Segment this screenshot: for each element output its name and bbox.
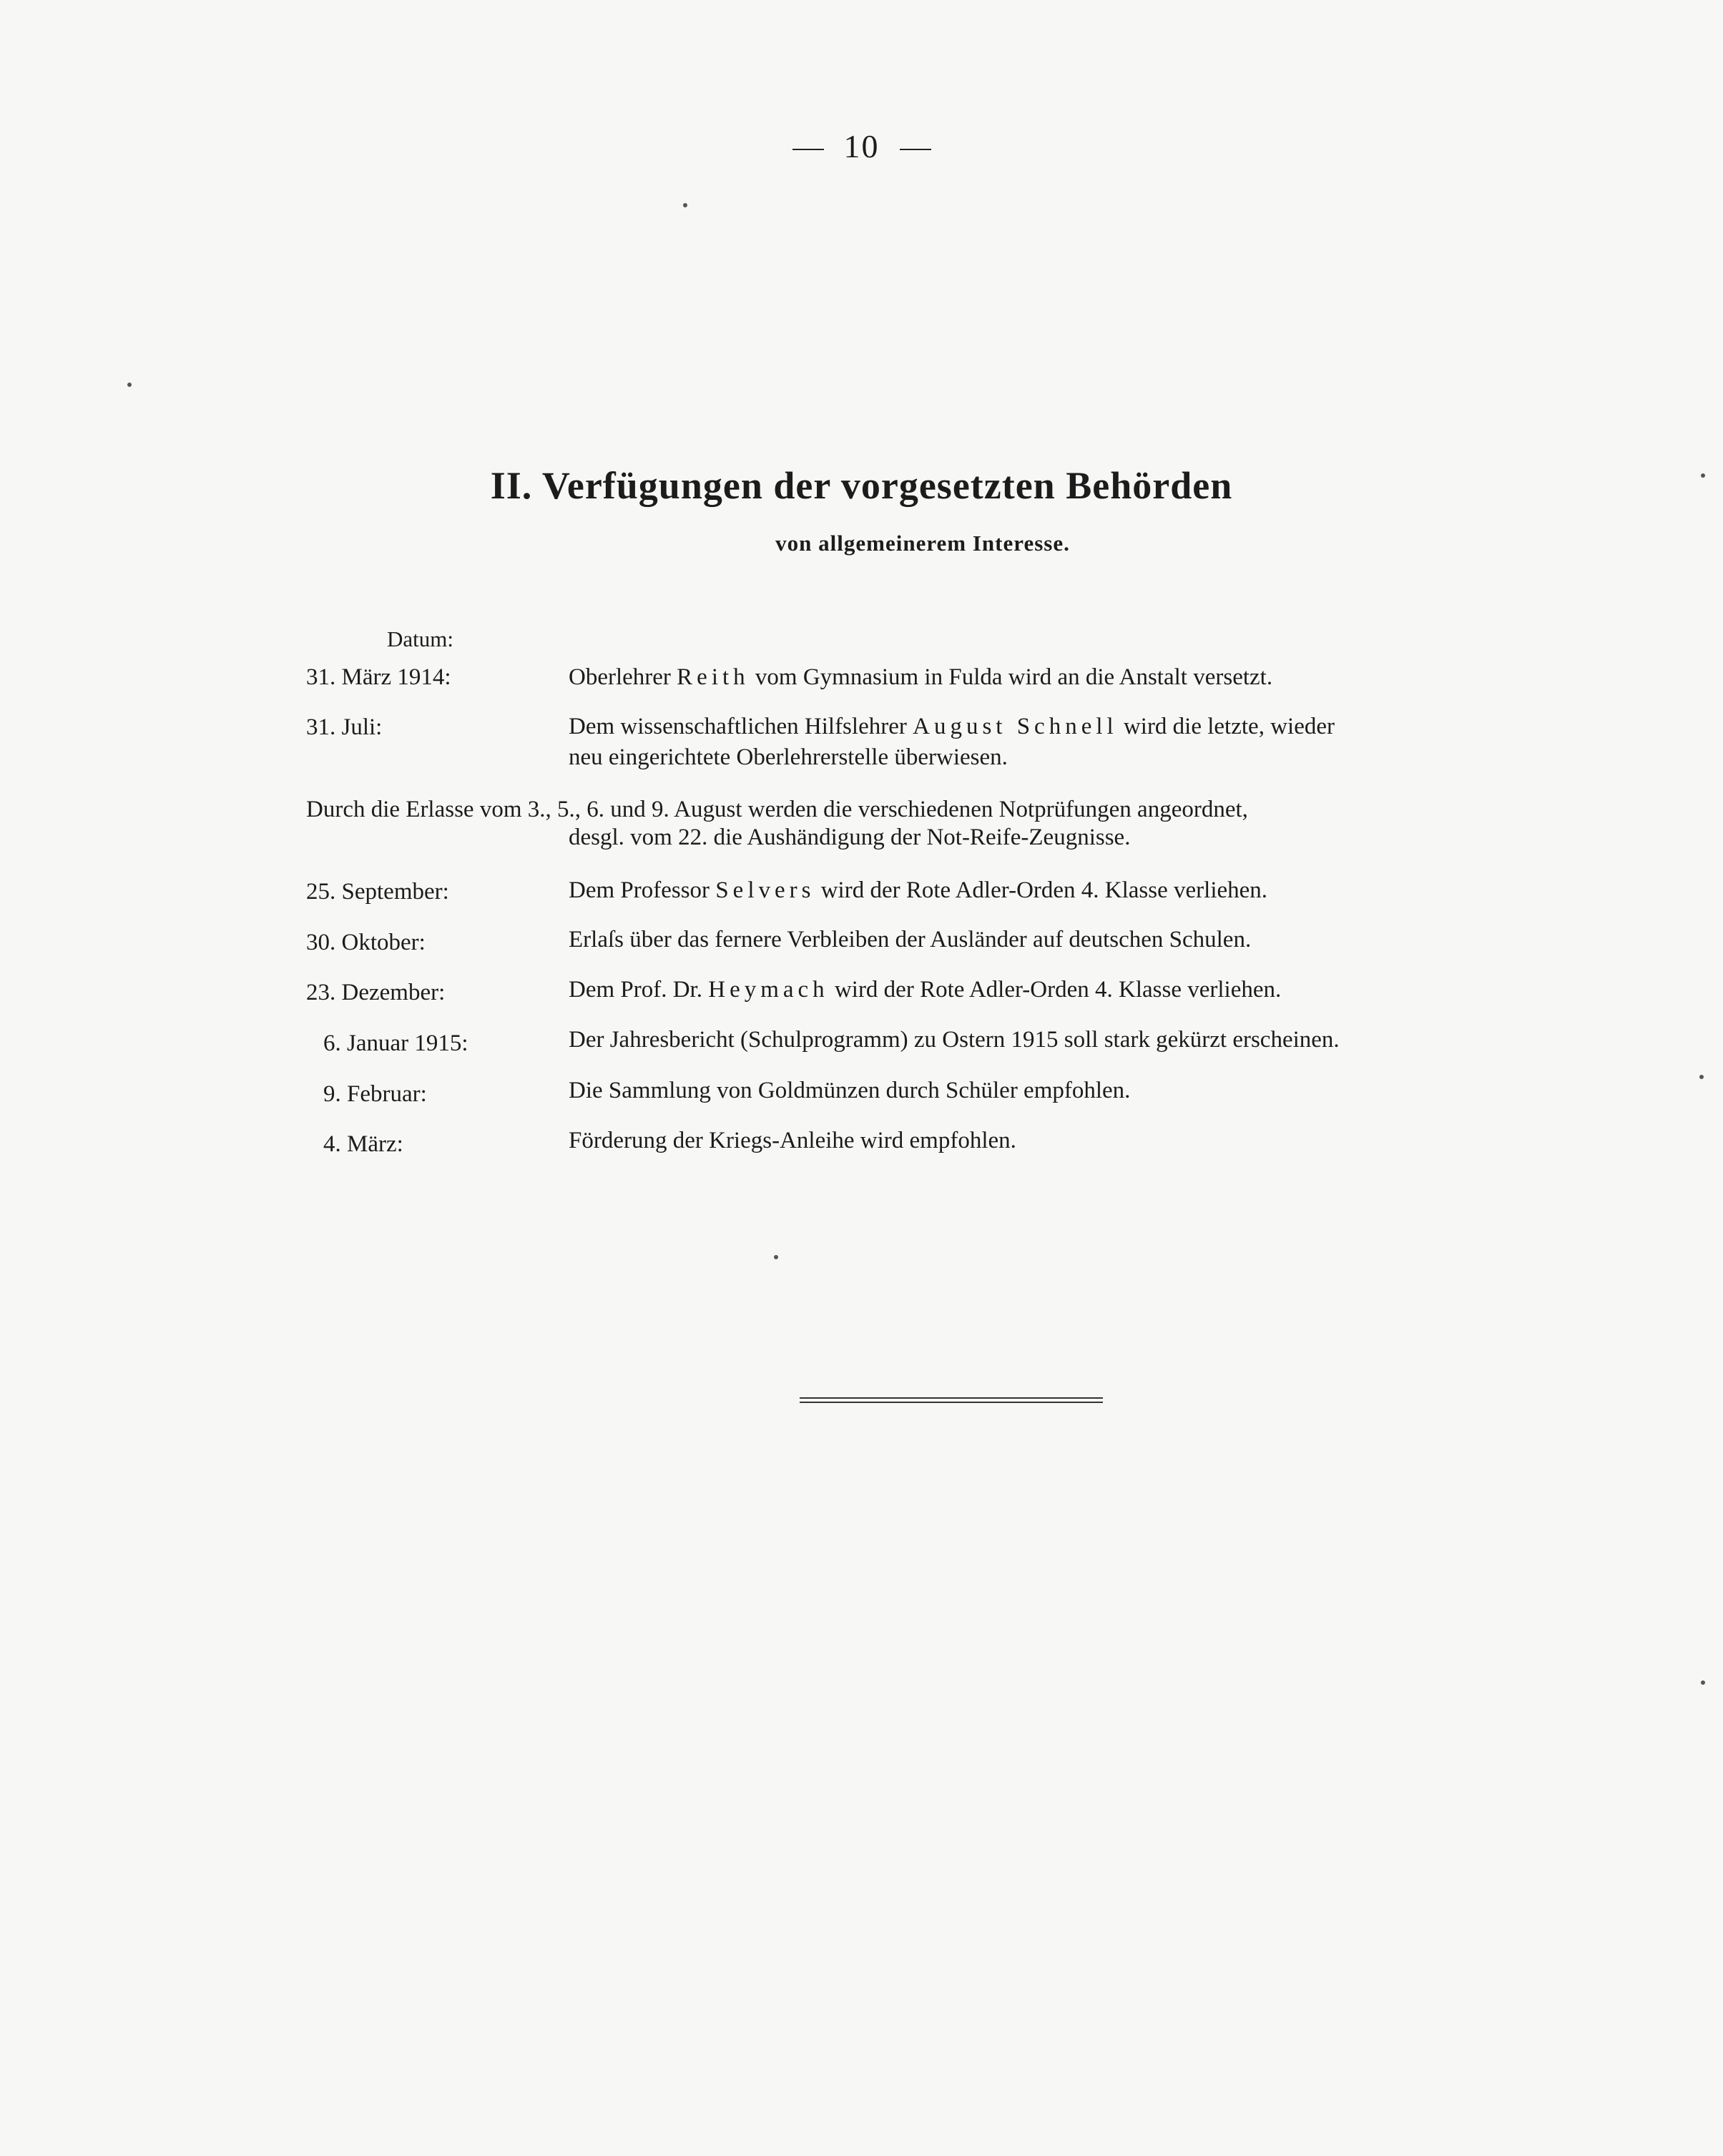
- entry-text-after: vom Gymnasium in Fulda wird an die Anstalt versetzt.: [749, 664, 1273, 690]
- section-subtitle: von allgemeinerem Interesse.: [775, 531, 1070, 556]
- closing-divider: [800, 1397, 1103, 1404]
- entry-text-after: wird der Rote Adler-Orden 4. Klasse verliehen.: [828, 977, 1282, 1003]
- paper-speck: [1701, 473, 1705, 478]
- entry-text-after: wird der Rote Adler-Orden 4. Klasse verliehen.: [815, 877, 1268, 903]
- entry-date: 9. Februar:: [323, 1081, 427, 1107]
- entry-text-name: Heymach: [708, 977, 829, 1003]
- entry-text-after: wird die letzte, wieder: [1117, 714, 1335, 739]
- entry-text: [569, 875, 1591, 905]
- entry-date: 23. Dezember:: [306, 980, 446, 1005]
- erlasse-line: Durch die Erlasse vom 3., 5., 6. und 9. August werden die verschiedenen Notprüfungen angeordnet,: [306, 797, 1248, 822]
- paper-speck: [1701, 1680, 1705, 1685]
- datum-label: Datum:: [387, 626, 453, 651]
- entry-text-continuation: neu eingerichtete Oberlehrerstelle überwiesen.: [569, 744, 1008, 770]
- divider-rule-top: [800, 1397, 1103, 1399]
- paper-speck: [774, 1255, 778, 1259]
- page-number: [0, 127, 1723, 165]
- entry-text-name: Reith: [677, 664, 750, 690]
- entry-text-before: Dem Prof. Dr.: [569, 977, 709, 1003]
- dash-right: [900, 149, 931, 150]
- section-title: II. Verfügungen der vorgesetzten Behörden: [490, 464, 1233, 507]
- entry-text-before: Dem wissenschaftlichen Hilfslehrer: [569, 714, 913, 739]
- paper-speck: [1699, 1075, 1704, 1079]
- erlasse-line-continuation: desgl. vom 22. die Aushändigung der Not-Reife-Zeugnisse.: [569, 825, 1131, 850]
- entry-text: Die Sammlung von Goldmünzen durch Schüler empfohlen.: [569, 1078, 1131, 1103]
- divider-rule-bottom: [800, 1402, 1103, 1403]
- entry-text-name: Selvers: [715, 877, 815, 903]
- entry-date: 31. März 1914:: [306, 664, 451, 690]
- entry-date: 31. Juli:: [306, 714, 383, 740]
- page-number-value: 10: [843, 128, 880, 164]
- dash-left: [792, 149, 824, 150]
- entry-text-before: Oberlehrer: [569, 664, 677, 690]
- entry-date: 25. September:: [306, 879, 449, 905]
- entry-text: [569, 975, 1591, 1005]
- entry-text: Der Jahresbericht (Schulprogramm) zu Ostern 1915 soll stark gekürzt erscheinen.: [569, 1027, 1340, 1053]
- entry-text-before: Dem Professor: [569, 877, 716, 903]
- paper-speck: [683, 203, 687, 207]
- entry-text: [569, 662, 1591, 692]
- entry-date: 30. Oktober:: [306, 930, 426, 955]
- entry-date: 4. März:: [323, 1131, 403, 1157]
- entry-date: 6. Januar 1915:: [323, 1030, 468, 1056]
- entry-text-name: August Schnell: [913, 714, 1118, 739]
- paper-speck: [127, 383, 132, 387]
- entry-text: Erlaſs über das fernere Verbleiben der Ausländer auf deutschen Schulen.: [569, 927, 1252, 953]
- entry-text: Förderung der Kriegs-Anleihe wird empfohlen.: [569, 1128, 1016, 1153]
- entry-text: [569, 712, 1591, 742]
